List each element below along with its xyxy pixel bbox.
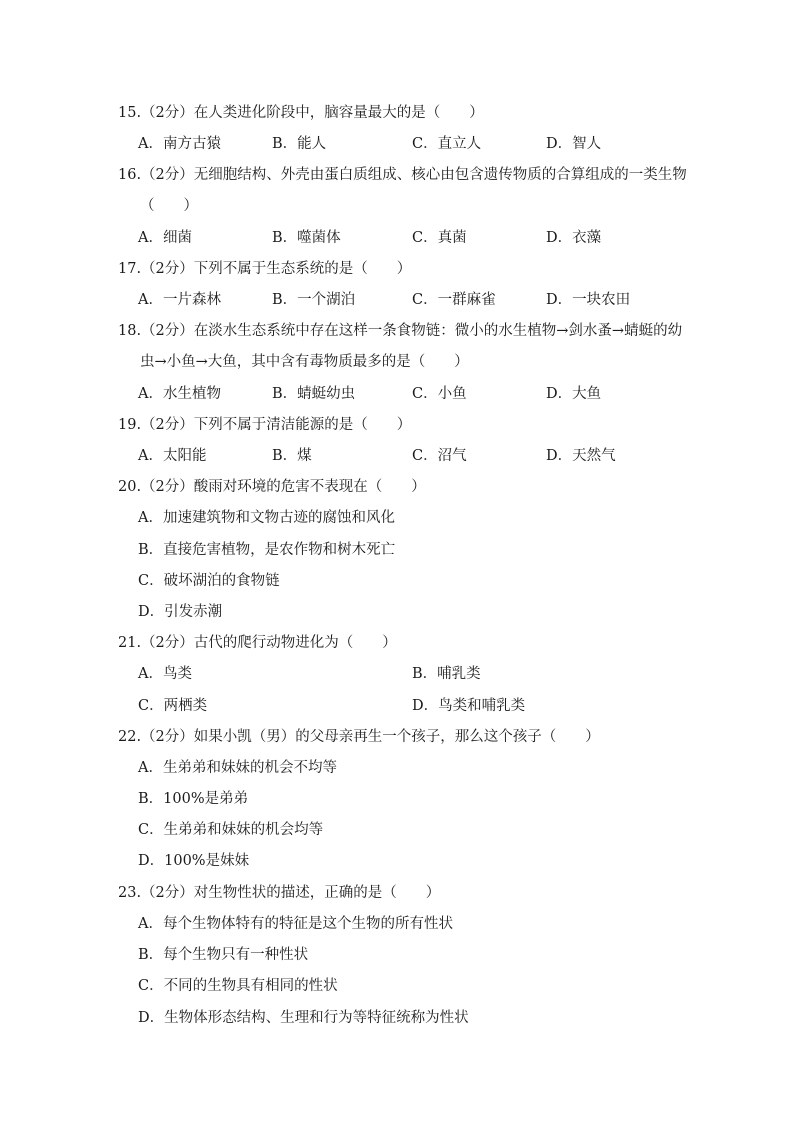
question-19-stem: 19.（2分）下列不属于清洁能源的是（ ）	[118, 417, 412, 433]
q19-option-d[interactable]: D．天然气	[546, 448, 616, 464]
question-15-stem: 15.（2分）在人类进化阶段中，脑容量最大的是（ ）	[118, 105, 484, 121]
q21-option-b[interactable]: B．哺乳类	[412, 666, 481, 682]
q17-option-c[interactable]: C．一群麻雀	[412, 292, 496, 308]
question-17-stem: 17.（2分）下列不属于生态系统的是（ ）	[118, 261, 412, 277]
q22-option-c[interactable]: C．生弟弟和妹妹的机会均等	[138, 822, 324, 838]
q17-option-d[interactable]: D．一块农田	[546, 292, 631, 308]
question-17-options	[138, 290, 698, 310]
q21-option-d[interactable]: D．鸟类和哺乳类	[412, 698, 526, 714]
q18-option-a[interactable]: A．水生植物	[138, 386, 221, 402]
q16-option-a[interactable]: A．细菌	[138, 230, 192, 246]
q16-option-b[interactable]: B．噬菌体	[272, 230, 341, 246]
q21-option-a[interactable]: A．鸟类	[138, 666, 192, 682]
q20-option-d[interactable]: D．引发赤潮	[138, 604, 223, 620]
question-18-options	[138, 384, 698, 404]
question-16-stem: 16.（2分）无细胞结构、外壳由蛋白质组成、核心由包含遗传物质的合算组成的一类生物	[118, 167, 687, 183]
question-16-stem-cont: （ ）	[140, 198, 198, 214]
q18-option-d[interactable]: D．大鱼	[546, 386, 602, 402]
q15-option-b[interactable]: B．能人	[272, 136, 327, 152]
q23-option-c[interactable]: C．不同的生物具有相同的性状	[138, 978, 338, 994]
q23-option-d[interactable]: D．生物体形态结构、生理和行为等特征统称为性状	[138, 1010, 469, 1026]
q21-option-c[interactable]: C．两栖类	[138, 698, 208, 714]
q17-option-b[interactable]: B．一个湖泊	[272, 292, 356, 308]
q16-option-c[interactable]: C．真菌	[412, 230, 467, 246]
q18-option-b[interactable]: B．蜻蜓幼虫	[272, 386, 356, 402]
q20-option-c[interactable]: C．破坏湖泊的食物链	[138, 573, 280, 589]
q20-option-a[interactable]: A．加速建筑物和文物古迹的腐蚀和风化	[138, 510, 395, 526]
question-16-options	[138, 228, 698, 248]
question-20-stem: 20.（2分）酸雨对环境的危害不表现在（ ）	[118, 479, 426, 495]
q18-option-c[interactable]: C．小鱼	[412, 386, 467, 402]
question-21-stem: 21.（2分）古代的爬行动物进化为（ ）	[118, 635, 397, 651]
question-21-options-row1	[138, 664, 698, 684]
q16-option-d[interactable]: D．衣藻	[546, 230, 602, 246]
q19-option-a[interactable]: A．太阳能	[138, 448, 207, 464]
q19-option-b[interactable]: B．煤	[272, 448, 312, 464]
question-21-options-row2	[138, 696, 698, 716]
q23-option-b[interactable]: B．每个生物只有一种性状	[138, 947, 309, 963]
question-15-options	[138, 134, 698, 154]
question-18-stem: 18.（2分）在淡水生态系统中存在这样一条食物链：微小的水生植物→剑水蚤→蜻蜓的幼	[118, 323, 683, 339]
q22-option-a[interactable]: A．生弟弟和妹妹的机会不均等	[138, 760, 337, 776]
question-22-stem: 22.（2分）如果小凯（男）的父母亲再生一个孩子，那么这个孩子（ ）	[118, 729, 600, 745]
question-18-stem-cont: 虫→小鱼→大鱼，其中含有毒物质最多的是（ ）	[140, 354, 469, 370]
q15-option-d[interactable]: D．智人	[546, 136, 602, 152]
q22-option-d[interactable]: D．100%是妹妹	[138, 853, 250, 869]
q23-option-a[interactable]: A．每个生物体特有的特征是这个生物的所有性状	[138, 916, 453, 932]
q15-option-c[interactable]: C．直立人	[412, 136, 482, 152]
q19-option-c[interactable]: C．沼气	[412, 448, 467, 464]
question-19-options	[138, 446, 698, 466]
q20-option-b[interactable]: B．直接危害植物，是农作物和树木死亡	[138, 542, 396, 558]
question-23-stem: 23.（2分）对生物性状的描述，正确的是（ ）	[118, 885, 441, 901]
q15-option-a[interactable]: A．南方古猿	[138, 136, 221, 152]
q17-option-a[interactable]: A．一片森林	[138, 292, 221, 308]
q22-option-b[interactable]: B．100%是弟弟	[138, 791, 249, 807]
